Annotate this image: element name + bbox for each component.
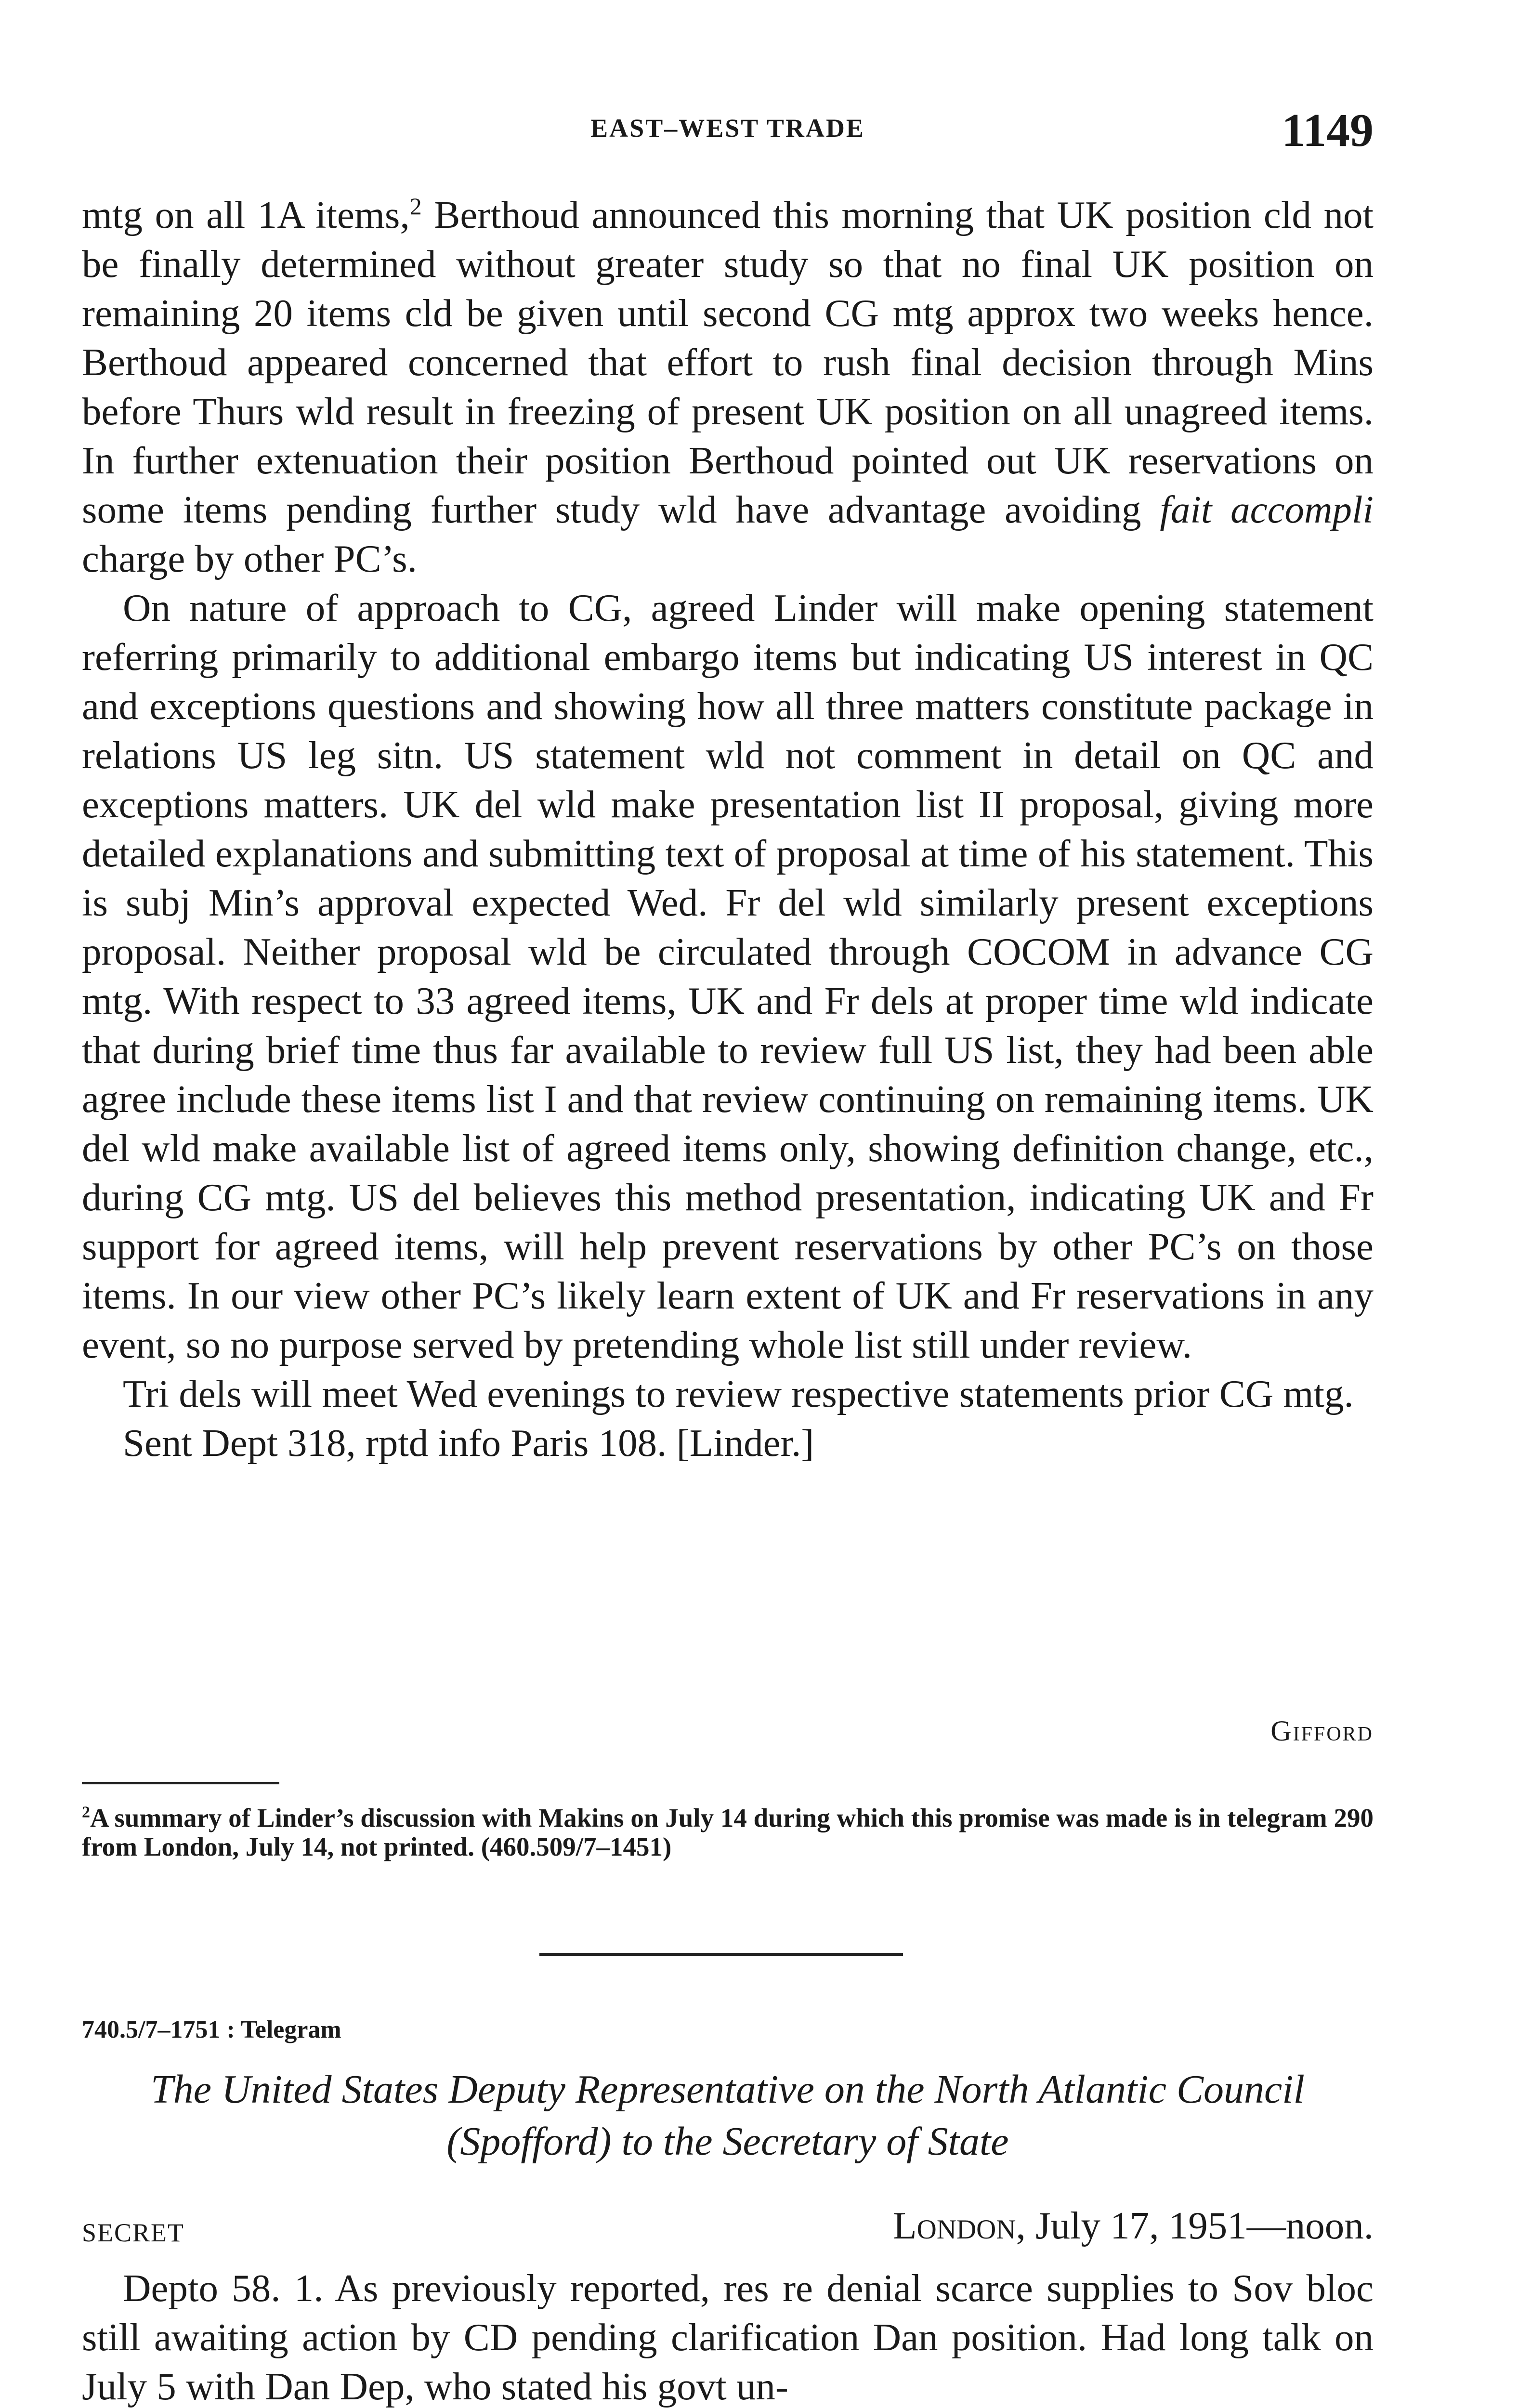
dateline bbox=[893, 2203, 1374, 2248]
footnote-text: A summary of Linder’s discussion with Makins on July 14 during which this promise was made is in telegram 290 from London, July 14, not printed. (460.509/7–1451) bbox=[82, 1803, 1374, 1861]
italic-phrase: fait accompli bbox=[1160, 488, 1374, 531]
main-text bbox=[82, 190, 1374, 1467]
document-heading: The United States Deputy Representative on the North Atlantic Council (Spofford) to the Secretary of State bbox=[151, 2067, 1305, 2164]
paragraph: Tri dels will meet Wed evenings to review respective statements prior CG mtg. bbox=[123, 1372, 1354, 1415]
dateline-place: London, bbox=[893, 2204, 1026, 2247]
classification-label: SECRET bbox=[82, 2218, 185, 2247]
telegram-text bbox=[82, 2264, 1374, 2408]
section-divider bbox=[539, 1953, 903, 1956]
paragraph: Depto 58. 1. As previously reported, res re denial scarce supplies to Sov bloc still awaiting action by CD pending clarification Dan position. Had long talk on July 5 with Dan Dep, who stated his govt un- bbox=[82, 2266, 1374, 2408]
running-header bbox=[82, 104, 1374, 157]
signature: Gifford bbox=[1270, 1715, 1374, 1747]
document-file-number: 740.5/7–1751 : Telegram bbox=[82, 2016, 341, 2043]
footnote-rule bbox=[82, 1782, 279, 1784]
page-number: 1149 bbox=[1282, 105, 1374, 157]
paragraph-text: charge by other PC’s. bbox=[82, 537, 417, 580]
footnote bbox=[82, 1804, 1374, 1861]
paragraph-continuation bbox=[82, 190, 1374, 583]
paragraph: Sent Dept 318, rptd info Paris 108. [Linder.] bbox=[123, 1421, 814, 1465]
footnote-reference: 2 bbox=[409, 193, 422, 220]
paragraph-text: mtg on all 1A items, bbox=[82, 193, 410, 236]
paragraph: On nature of approach to CG, agreed Linder will make opening statement referring primarily to additional embargo items but indicating US interest in QC and exceptions questions and showing how all three matters constitute package in relations US leg sitn. US statement wld not comment in detail on QC and exceptions matters. UK del wld make presentation list II proposal, giving more detailed explanations and submitting text of proposal at time of his statement. This is subj Min’s approval expected Wed. Fr del wld similarly present exceptions proposal. Neither proposal wld be circulated through COCOM in advance CG mtg. With respect to 33 agreed items, UK and Fr dels at proper time wld indicate that during brief time thus far available to review full US list, they had been able agree include these items list I and that review continuing on remaining items. UK del wld make available list of agreed items only, showing definition change, etc., during CG mtg. US del believes this method presentation, indicating UK and Fr support for agreed items, will help prevent reservations by other PC’s on those items. In our view other PC’s likely learn extent of UK and Fr reservations in any event, so no purpose served by pretending whole list still under review. bbox=[82, 586, 1374, 1366]
dateline-row bbox=[82, 2203, 1374, 2251]
dateline-date: July 17, 1951—noon. bbox=[1025, 2204, 1374, 2247]
footnote-marker: 2 bbox=[82, 1803, 90, 1821]
paragraph-text: Berthoud announced this morning that UK position cld not be finally determined without greater study so that no final UK position on remaining 20 items cld be given until second CG mtg approx two weeks hence. Berthoud appeared concerned that effort to rush final decision through Mins before Thurs wld result in freezing of present UK position on all unagreed items. In further extenuation their position Berthoud pointed out UK reservations on some items pending further study wld have advantage avoiding bbox=[82, 193, 1374, 531]
running-title: EAST–WEST TRADE bbox=[590, 114, 865, 143]
